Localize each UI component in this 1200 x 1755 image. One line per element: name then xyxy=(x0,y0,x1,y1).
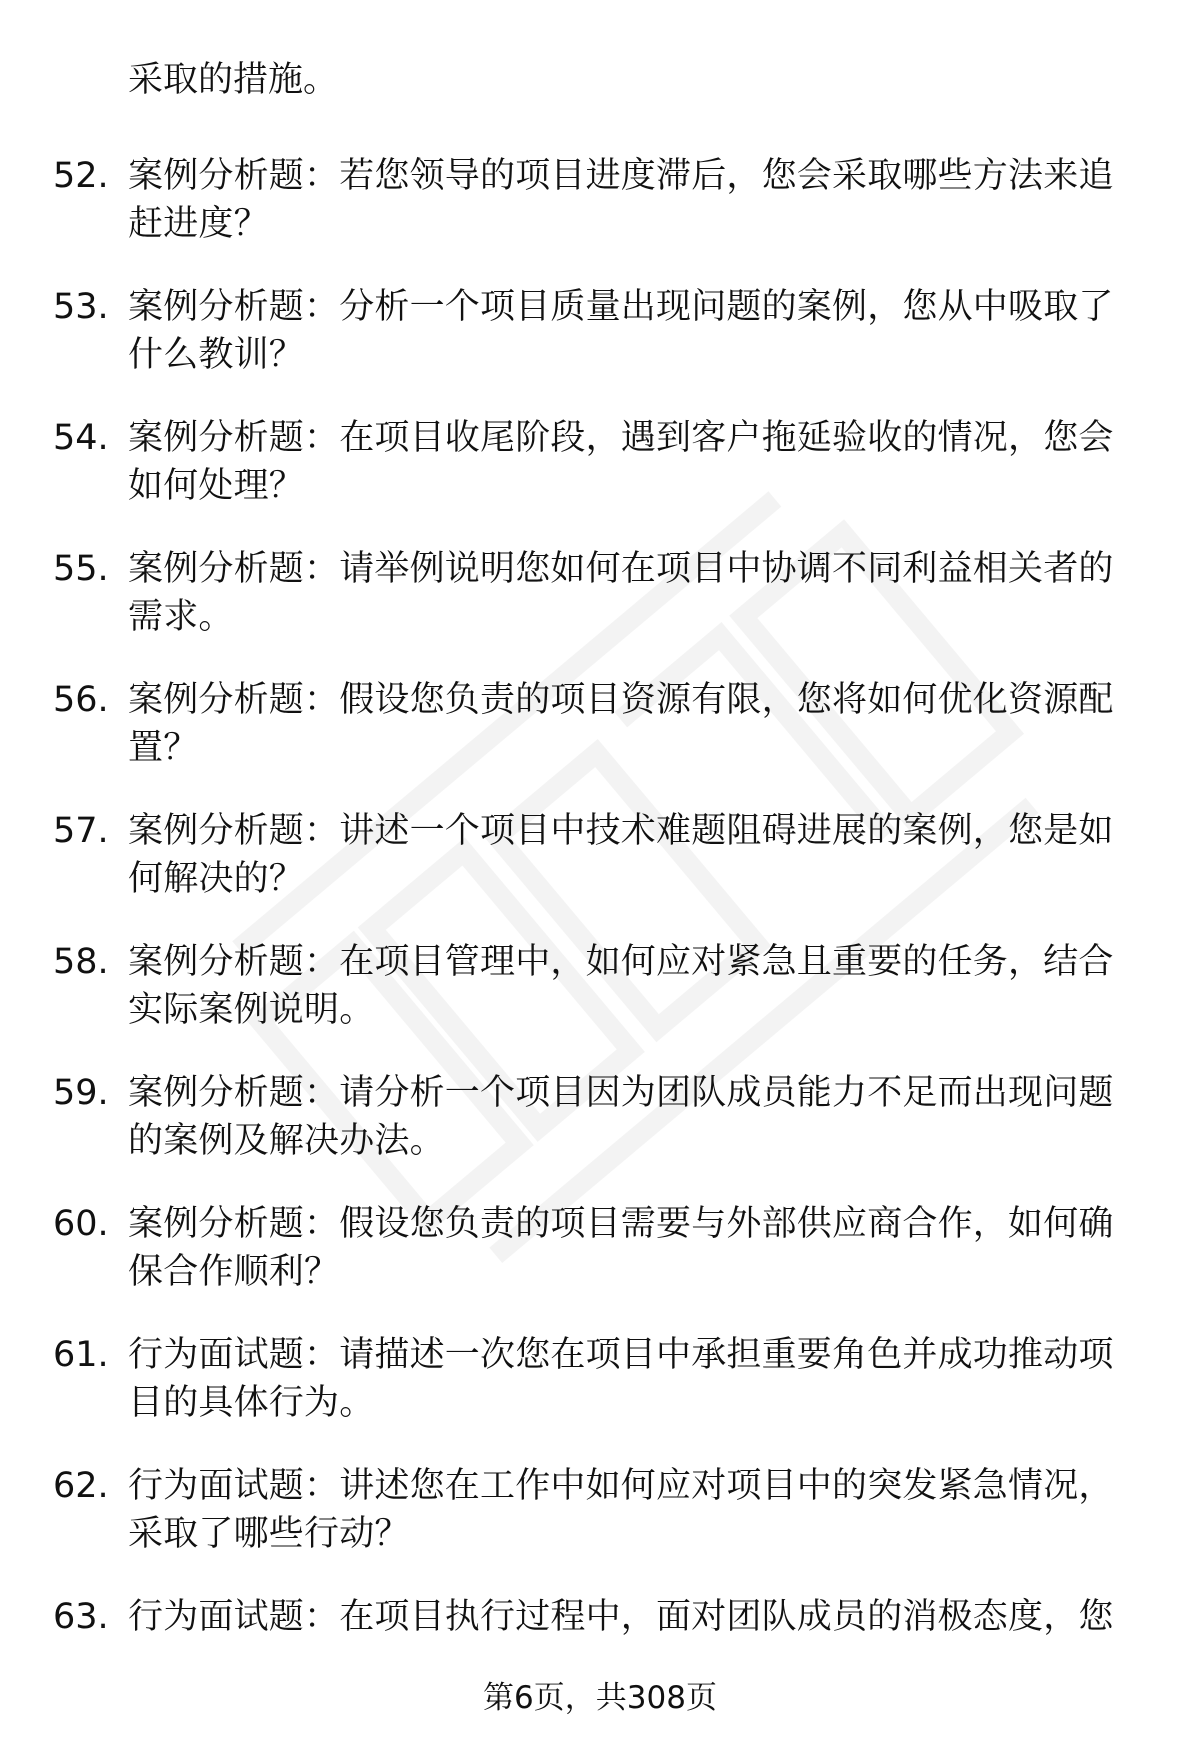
list-item xyxy=(0,676,1200,807)
list-item xyxy=(0,414,1200,545)
question-text: 案例分析题：在项目收尾阶段，遇到客户拖延验收的情况，您会如何处理？ xyxy=(128,418,1114,506)
list-item xyxy=(0,545,1200,676)
question-text: 案例分析题：讲述一个项目中技术难题阻碍进展的案例，您是如何解决的？ xyxy=(128,811,1114,899)
question-text: 案例分析题：请举例说明您如何在项目中协调不同利益相关者的需求。 xyxy=(128,549,1114,637)
question-number: 62. xyxy=(53,1466,109,1506)
question-text: 案例分析题：在项目管理中，如何应对紧急且重要的任务，结合实际案例说明。 xyxy=(128,942,1114,1030)
question-list xyxy=(0,152,1200,1724)
question-number: 63. xyxy=(53,1597,109,1637)
question-number: 54. xyxy=(53,418,109,458)
page-footer: 第6页，共308页 xyxy=(483,1680,717,1716)
question-text: 案例分析题：假设您负责的项目需要与外部供应商合作，如何确保合作顺利？ xyxy=(128,1204,1114,1292)
question-text: 案例分析题：假设您负责的项目资源有限，您将如何优化资源配置？ xyxy=(128,680,1114,768)
question-number: 52. xyxy=(53,156,109,196)
question-text: 行为面试题：在项目执行过程中，面对团队成员的消极态度，您 xyxy=(128,1597,1114,1637)
list-item xyxy=(0,1069,1200,1200)
list-item xyxy=(0,1200,1200,1331)
question-number: 58. xyxy=(53,942,109,982)
question-text: 行为面试题：请描述一次您在项目中承担重要角色并成功推动项目的具体行为。 xyxy=(128,1335,1114,1423)
question-text: 案例分析题：分析一个项目质量出现问题的案例，您从中吸取了什么教训？ xyxy=(128,287,1114,375)
list-item xyxy=(0,1331,1200,1462)
question-text: 案例分析题：若您领导的项目进度滞后，您会采取哪些方法来追赶进度？ xyxy=(128,156,1114,244)
list-item xyxy=(0,152,1200,283)
list-item xyxy=(0,938,1200,1069)
question-number: 56. xyxy=(53,680,109,720)
question-number: 60. xyxy=(53,1204,109,1244)
question-number: 55. xyxy=(53,549,109,589)
question-number: 53. xyxy=(53,287,109,327)
list-item xyxy=(0,1462,1200,1593)
question-number: 61. xyxy=(53,1335,109,1375)
list-item xyxy=(0,283,1200,414)
question-text: 案例分析题：请分析一个项目因为团队成员能力不足而出现问题的案例及解决办法。 xyxy=(128,1073,1114,1161)
continued-question-text: 采取的措施。 xyxy=(128,60,339,100)
list-item xyxy=(0,807,1200,938)
question-number: 59. xyxy=(53,1073,109,1113)
question-text: 行为面试题：讲述您在工作中如何应对项目中的突发紧急情况，采取了哪些行动？ xyxy=(128,1466,1114,1554)
question-number: 57. xyxy=(53,811,109,851)
